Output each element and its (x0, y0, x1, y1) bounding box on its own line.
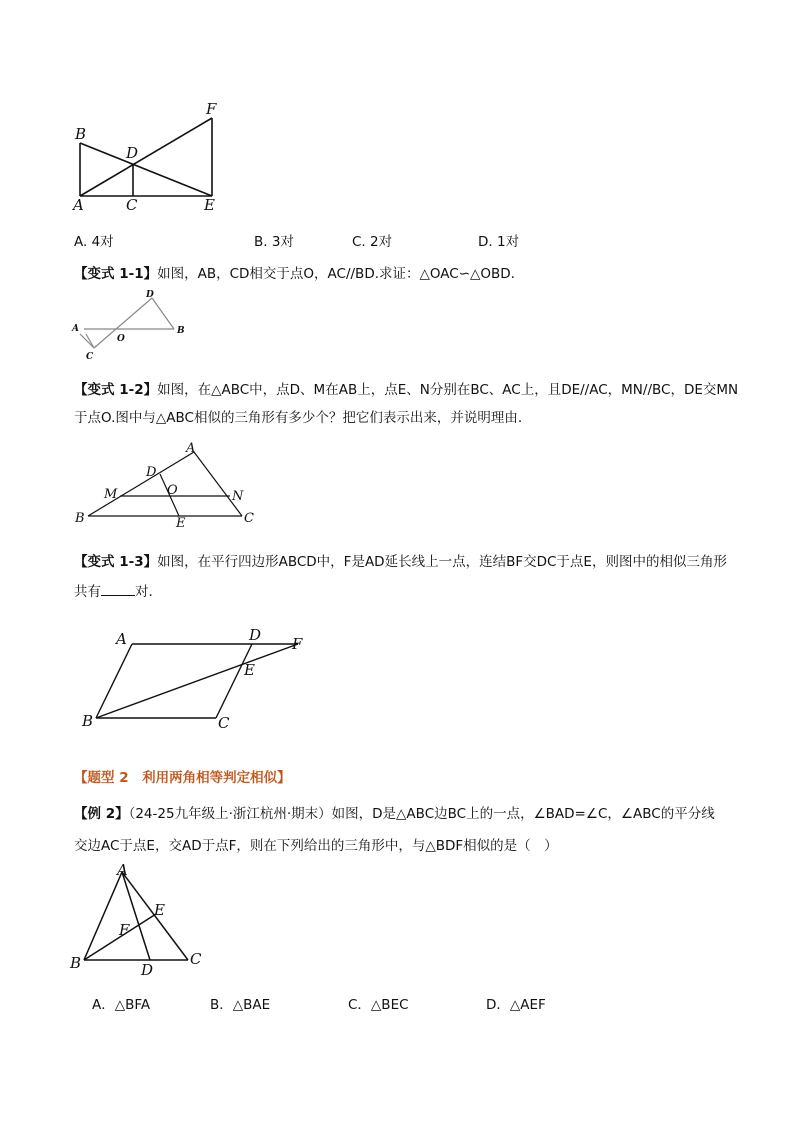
fig1-label-d: D (126, 144, 139, 162)
example-2-line2: 交边AC于点E，交AD于点F，则在下列给出的三角形中，与△BDF相似的是（ ） (74, 838, 558, 854)
fig12-label-m: M (104, 487, 118, 502)
fig2-label-e: E (154, 901, 165, 919)
variant-1-3-text-2-post: 对. (135, 584, 153, 600)
variant-1-3-line2 (74, 580, 153, 600)
fig2-label-b: B (70, 954, 82, 972)
fig13-label-c: C (218, 714, 230, 730)
fig13-label-d: D (249, 626, 262, 644)
fig2-label-a: A (117, 861, 128, 879)
variant-1-2-tag: 【变式 1-2】 (74, 382, 158, 398)
answer-blank[interactable] (101, 583, 135, 596)
fig12-label-o: O (167, 483, 178, 498)
example-2-line1 (74, 802, 715, 822)
fig1-label-e: E (204, 196, 215, 214)
figure-example-2 (66, 858, 216, 978)
example-2-tag: 【例 2】 (74, 806, 129, 822)
variant-1-3-text-2-pre: 共有 (74, 584, 101, 600)
variant-1-2-text-1: 如图，在△ABC中，点D、M在AB上，点E、N分别在BC、AC上，且DE//AC，MN//BC，DE交MN (157, 382, 739, 398)
variant-1-1-statement (74, 262, 515, 282)
fig1-label-f: F (206, 100, 217, 118)
fig2-label-c: C (190, 950, 202, 968)
example-2-option-c: C．△BEC (348, 997, 409, 1013)
example-2-text-1: （24-25九年级上·浙江杭州·期末）如图，D是△ABC边BC上的一点，∠BAD=∠C，∠ABC的平分线 (128, 806, 715, 822)
q1-option-d: D. 1对 (478, 234, 520, 250)
fig1-label-b: B (75, 125, 87, 143)
variant-1-2-line1 (74, 378, 738, 398)
fig13-label-f: F (292, 635, 303, 653)
fig11-label-b: B (177, 326, 185, 336)
figure-variant-1-2 (70, 440, 270, 530)
q1-option-a: A. 4对 (74, 234, 114, 250)
fig12-label-a: A (186, 441, 196, 456)
variant-1-2-line2: 于点O.图中与△ABC相似的三角形有多少个？把它们表示出来，并说明理由. (74, 410, 523, 426)
example-2-option-d: D．△AEF (486, 997, 546, 1013)
fig12-label-b: B (75, 511, 85, 526)
q1-option-c: C. 2对 (352, 234, 393, 250)
fig2-label-d: D (141, 961, 154, 978)
fig11-label-o: O (117, 334, 125, 344)
variant-1-1-tag: 【变式 1-1】 (74, 266, 158, 282)
section-heading-2: 【题型 2 利用两角相等判定相似】 (74, 770, 291, 786)
figure-variant-1-1 (66, 286, 196, 362)
figure-1 (70, 100, 230, 215)
fig13-label-a: A (116, 630, 127, 648)
figure-variant-1-3 (76, 626, 316, 730)
fig11-label-c: C (86, 352, 94, 362)
q1-option-b: B. 3对 (254, 234, 294, 250)
fig2-label-f: F (119, 921, 130, 939)
variant-1-3-tag: 【变式 1-3】 (74, 554, 158, 570)
fig12-label-n: N (232, 489, 244, 504)
fig12-label-d: D (146, 465, 157, 480)
fig13-label-e: E (244, 661, 255, 679)
fig1-label-c: C (126, 196, 138, 214)
variant-1-3-line1 (74, 550, 727, 570)
fig11-label-a: A (72, 324, 79, 334)
fig12-label-c: C (244, 511, 254, 526)
fig13-label-b: B (82, 712, 94, 730)
fig11-label-d: D (146, 290, 154, 300)
fig12-label-e: E (176, 516, 186, 530)
example-2-option-a: A．△BFA (92, 997, 151, 1013)
variant-1-3-text-1: 如图，在平行四边形ABCD中，F是AD延长线上一点，连结BF交DC于点E，则图中的相似三角形 (157, 554, 727, 570)
fig1-label-a: A (73, 196, 84, 214)
variant-1-1-text: 如图，AB，CD相交于点O，AC//BD.求证：△OAC∽△OBD. (157, 266, 515, 282)
example-2-option-b: B．△BAE (210, 997, 271, 1013)
